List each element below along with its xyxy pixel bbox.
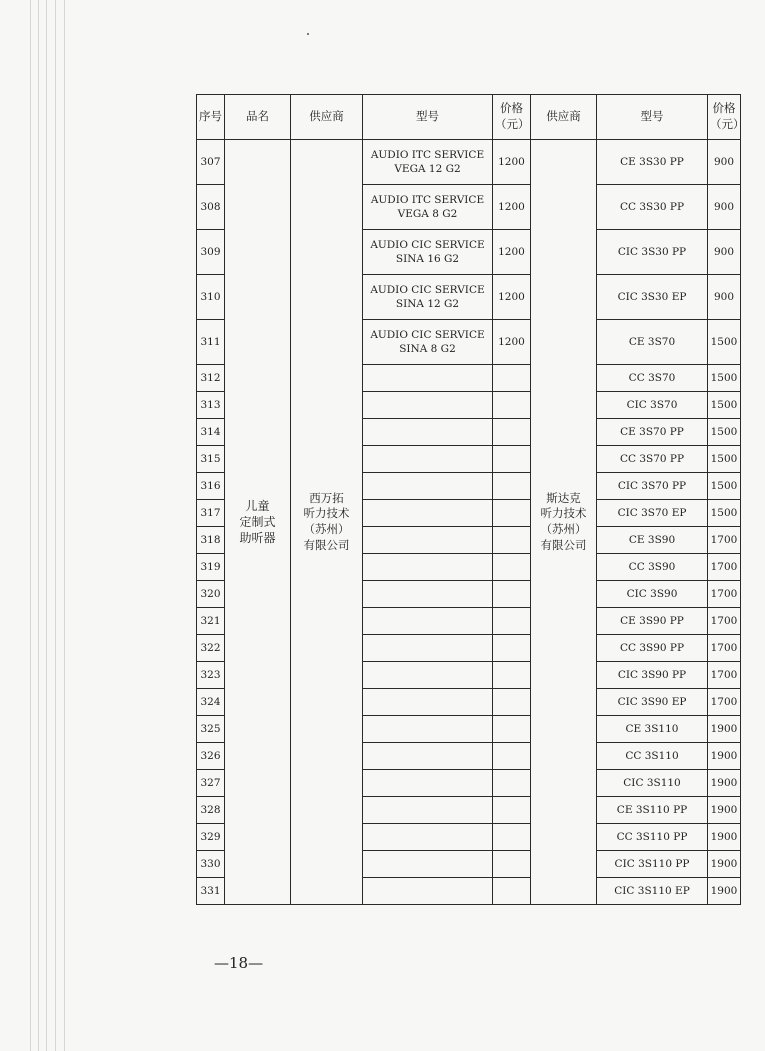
seq-cell: 314 xyxy=(197,419,225,446)
model-a-cell xyxy=(363,392,493,419)
seq-cell: 330 xyxy=(197,851,225,878)
model-b-cell: CE 3S110 PP xyxy=(597,797,708,824)
price-a-cell xyxy=(493,500,531,527)
price-b-cell: 1700 xyxy=(708,689,741,716)
model-a-cell: AUDIO CIC SERVICE SINA 16 G2 xyxy=(363,230,493,275)
model-b-cell: CIC 3S110 PP xyxy=(597,851,708,878)
model-b-cell: CIC 3S70 xyxy=(597,392,708,419)
product-name-cell: 儿童 定制式 助听器 xyxy=(225,140,291,905)
model-a-cell xyxy=(363,527,493,554)
price-b-cell: 900 xyxy=(708,230,741,275)
model-a-cell xyxy=(363,365,493,392)
price-b-cell: 1500 xyxy=(708,392,741,419)
price-a-cell: 1200 xyxy=(493,230,531,275)
model-b-cell: CC 3S90 xyxy=(597,554,708,581)
model-b-cell: CIC 3S70 EP xyxy=(597,500,708,527)
header-seq: 序号 xyxy=(197,95,225,140)
seq-cell: 322 xyxy=(197,635,225,662)
price-b-cell: 1700 xyxy=(708,554,741,581)
price-a-cell xyxy=(493,473,531,500)
model-a-cell xyxy=(363,824,493,851)
seq-cell: 308 xyxy=(197,185,225,230)
model-a-cell xyxy=(363,662,493,689)
model-b-cell: CIC 3S90 PP xyxy=(597,662,708,689)
model-b-cell: CC 3S110 xyxy=(597,743,708,770)
page-number: —18— xyxy=(214,954,264,972)
price-a-cell xyxy=(493,878,531,905)
seq-cell: 324 xyxy=(197,689,225,716)
price-b-cell: 1700 xyxy=(708,635,741,662)
price-b-cell: 900 xyxy=(708,140,741,185)
model-b-cell: CE 3S110 xyxy=(597,716,708,743)
price-b-cell: 1500 xyxy=(708,500,741,527)
model-a-cell xyxy=(363,500,493,527)
supplier-a-cell: 西万拓 听力技术 （苏州） 有限公司 xyxy=(291,140,363,905)
price-b-cell: 900 xyxy=(708,275,741,320)
supplier-b-cell: 斯达克 听力技术 （苏州） 有限公司 xyxy=(531,140,597,905)
model-b-cell: CIC 3S110 EP xyxy=(597,878,708,905)
model-b-cell: CIC 3S70 PP xyxy=(597,473,708,500)
seq-cell: 321 xyxy=(197,608,225,635)
price-a-cell xyxy=(493,716,531,743)
seq-cell: 319 xyxy=(197,554,225,581)
model-b-cell: CIC 3S30 PP xyxy=(597,230,708,275)
model-b-cell: CE 3S30 PP xyxy=(597,140,708,185)
model-a-cell xyxy=(363,851,493,878)
model-b-cell: CE 3S90 xyxy=(597,527,708,554)
header-model-b: 型号 xyxy=(597,95,708,140)
seq-cell: 309 xyxy=(197,230,225,275)
model-b-cell: CIC 3S90 EP xyxy=(597,689,708,716)
model-a-cell xyxy=(363,689,493,716)
model-b-cell: CIC 3S110 xyxy=(597,770,708,797)
price-b-cell: 900 xyxy=(708,185,741,230)
header-supplier-a: 供应商 xyxy=(291,95,363,140)
seq-cell: 317 xyxy=(197,500,225,527)
price-b-cell: 1500 xyxy=(708,419,741,446)
seq-cell: 313 xyxy=(197,392,225,419)
price-a-cell xyxy=(493,824,531,851)
header-name: 品名 xyxy=(225,95,291,140)
seq-cell: 329 xyxy=(197,824,225,851)
price-b-cell: 1900 xyxy=(708,878,741,905)
price-a-cell: 1200 xyxy=(493,185,531,230)
price-table xyxy=(196,94,745,905)
seq-cell: 323 xyxy=(197,662,225,689)
model-a-cell: AUDIO CIC SERVICE SINA 12 G2 xyxy=(363,275,493,320)
price-b-cell: 1700 xyxy=(708,608,741,635)
price-a-cell xyxy=(493,689,531,716)
seq-cell: 328 xyxy=(197,797,225,824)
seq-cell: 315 xyxy=(197,446,225,473)
price-a-cell: 1200 xyxy=(493,320,531,365)
paper-edge xyxy=(46,0,47,1051)
seq-cell: 320 xyxy=(197,581,225,608)
paper-edge xyxy=(55,0,56,1051)
price-a-cell xyxy=(493,392,531,419)
model-b-cell: CC 3S90 PP xyxy=(597,635,708,662)
seq-cell: 331 xyxy=(197,878,225,905)
header-price-a: 价格 （元） xyxy=(493,95,531,140)
header-supplier-b: 供应商 xyxy=(531,95,597,140)
model-b-cell: CIC 3S90 xyxy=(597,581,708,608)
price-a-cell xyxy=(493,797,531,824)
model-b-cell: CIC 3S30 EP xyxy=(597,275,708,320)
seq-cell: 310 xyxy=(197,275,225,320)
model-b-cell: CC 3S70 xyxy=(597,365,708,392)
price-a-cell xyxy=(493,365,531,392)
price-b-cell: 1500 xyxy=(708,446,741,473)
model-b-cell: CE 3S70 xyxy=(597,320,708,365)
paper-edge xyxy=(30,0,31,1051)
model-a-cell xyxy=(363,635,493,662)
seq-cell: 312 xyxy=(197,365,225,392)
price-b-cell: 1900 xyxy=(708,851,741,878)
model-a-cell xyxy=(363,419,493,446)
model-a-cell xyxy=(363,743,493,770)
seq-cell: 326 xyxy=(197,743,225,770)
price-b-cell: 1500 xyxy=(708,320,741,365)
model-b-cell: CC 3S70 PP xyxy=(597,446,708,473)
header-price-b: 价格 （元） xyxy=(708,95,741,140)
speck xyxy=(307,33,309,35)
price-a-cell xyxy=(493,770,531,797)
model-b-cell: CE 3S90 PP xyxy=(597,608,708,635)
table-body xyxy=(197,140,741,905)
price-a-cell: 1200 xyxy=(493,275,531,320)
model-a-cell: AUDIO ITC SERVICE VEGA 12 G2 xyxy=(363,140,493,185)
model-a-cell xyxy=(363,770,493,797)
price-b-cell: 1900 xyxy=(708,743,741,770)
price-b-cell: 1700 xyxy=(708,527,741,554)
model-b-cell: CE 3S70 PP xyxy=(597,419,708,446)
price-b-cell: 1500 xyxy=(708,365,741,392)
model-a-cell xyxy=(363,446,493,473)
header-model-a: 型号 xyxy=(363,95,493,140)
price-a-cell xyxy=(493,527,531,554)
price-a-cell xyxy=(493,851,531,878)
model-b-cell: CC 3S30 PP xyxy=(597,185,708,230)
price-b-cell: 1900 xyxy=(708,770,741,797)
price-a-cell xyxy=(493,662,531,689)
seq-cell: 316 xyxy=(197,473,225,500)
seq-cell: 307 xyxy=(197,140,225,185)
model-a-cell: AUDIO ITC SERVICE VEGA 8 G2 xyxy=(363,185,493,230)
model-a-cell xyxy=(363,554,493,581)
price-a-cell xyxy=(493,635,531,662)
model-a-cell xyxy=(363,473,493,500)
price-a-cell xyxy=(493,446,531,473)
model-a-cell xyxy=(363,581,493,608)
header-row xyxy=(197,95,741,140)
price-a-cell xyxy=(493,419,531,446)
paper-edge xyxy=(38,0,39,1051)
price-b-cell: 1700 xyxy=(708,662,741,689)
price-b-cell: 1900 xyxy=(708,824,741,851)
seq-cell: 325 xyxy=(197,716,225,743)
model-a-cell xyxy=(363,797,493,824)
price-b-cell: 1700 xyxy=(708,581,741,608)
model-b-cell: CC 3S110 PP xyxy=(597,824,708,851)
seq-cell: 327 xyxy=(197,770,225,797)
price-b-cell: 1500 xyxy=(708,473,741,500)
seq-cell: 318 xyxy=(197,527,225,554)
seq-cell: 311 xyxy=(197,320,225,365)
price-a-cell: 1200 xyxy=(493,140,531,185)
price-a-cell xyxy=(493,743,531,770)
table-row xyxy=(197,140,741,185)
model-a-cell xyxy=(363,716,493,743)
paper-edge xyxy=(64,0,65,1051)
model-a-cell: AUDIO CIC SERVICE SINA 8 G2 xyxy=(363,320,493,365)
price-a-cell xyxy=(493,608,531,635)
model-a-cell xyxy=(363,878,493,905)
model-a-cell xyxy=(363,608,493,635)
price-b-cell: 1900 xyxy=(708,716,741,743)
price-b-cell: 1900 xyxy=(708,797,741,824)
price-a-cell xyxy=(493,554,531,581)
price-a-cell xyxy=(493,581,531,608)
